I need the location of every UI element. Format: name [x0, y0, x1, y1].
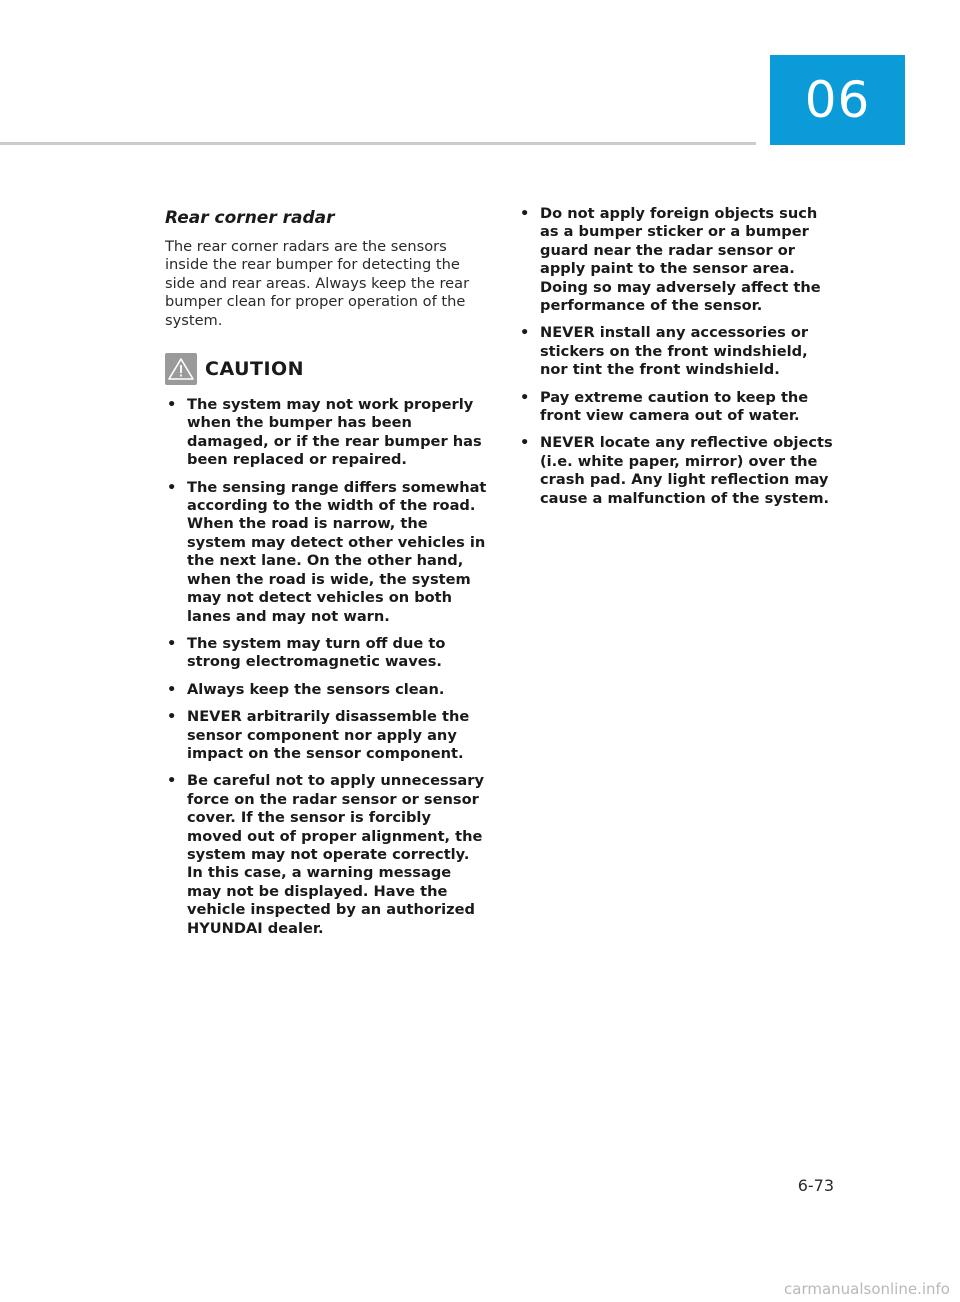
left-column [165, 205, 487, 947]
caution-heading [165, 352, 487, 386]
list-item: • The sensing range differs somewhat according to the width of the road. When the road is narrow, the system may detect other vehicles in the next lane. On the other hand, when the road is wide, the system may not detect vehicles on both lanes and may not warn. [167, 478, 487, 625]
caution-list-continued [518, 205, 836, 508]
list-item: • The system may not work properly when the bumper has been damaged, or if the rear bumper has been replaced or repaired. [167, 396, 482, 469]
list-item: • Always keep the sensors clean. [167, 680, 445, 698]
list-item: • Be careful not to apply unnecessary force on the radar sensor or sensor cover. If the sensor is forcibly moved out of proper alignment, the system may not operate correctly. In this case, a warning message may not be displayed. Have the vehicle inspected by an authorized HYUNDAI dealer. [167, 772, 484, 937]
caution-label: CAUTION [205, 358, 305, 381]
caution-list [165, 396, 487, 938]
section-title: Rear corner radar [165, 208, 335, 228]
list-item: • NEVER arbitrarily disassemble the sensor component nor apply any impact on the sensor component. [167, 708, 470, 762]
watermark: carmanualsonline.info [784, 1280, 950, 1298]
page-number: 6-73 [797, 1176, 834, 1195]
intro-paragraph: The rear corner radars are the sensors inside the rear bumper for detecting the side and rear areas. Always keep the rear bumper clean for proper operation of the system. [165, 238, 470, 329]
chapter-tab [770, 55, 905, 145]
list-item: • NEVER install any accessories or stickers on the front windshield, nor tint the front windshield. [520, 324, 809, 379]
list-item: • Pay extreme caution to keep the front view camera out of water. [520, 388, 809, 425]
list-item: • Do not apply foreign objects such as a bumper sticker or a bumper guard near the radar sensor or apply paint to the sensor area. Doing so may adversely affect the performance of the sensor. [520, 205, 821, 315]
warning-triangle-icon [165, 353, 197, 385]
list-item: • The system may turn off due to strong electromagnetic waves. [167, 634, 446, 671]
list-item: • NEVER locate any reflective objects (i.e. white paper, mirror) over the crash pad. Any light reflection may cause a malfunction of the system. [520, 434, 833, 507]
header-rule [0, 142, 756, 145]
chapter-number: 06 [804, 71, 871, 129]
right-column [518, 205, 836, 517]
